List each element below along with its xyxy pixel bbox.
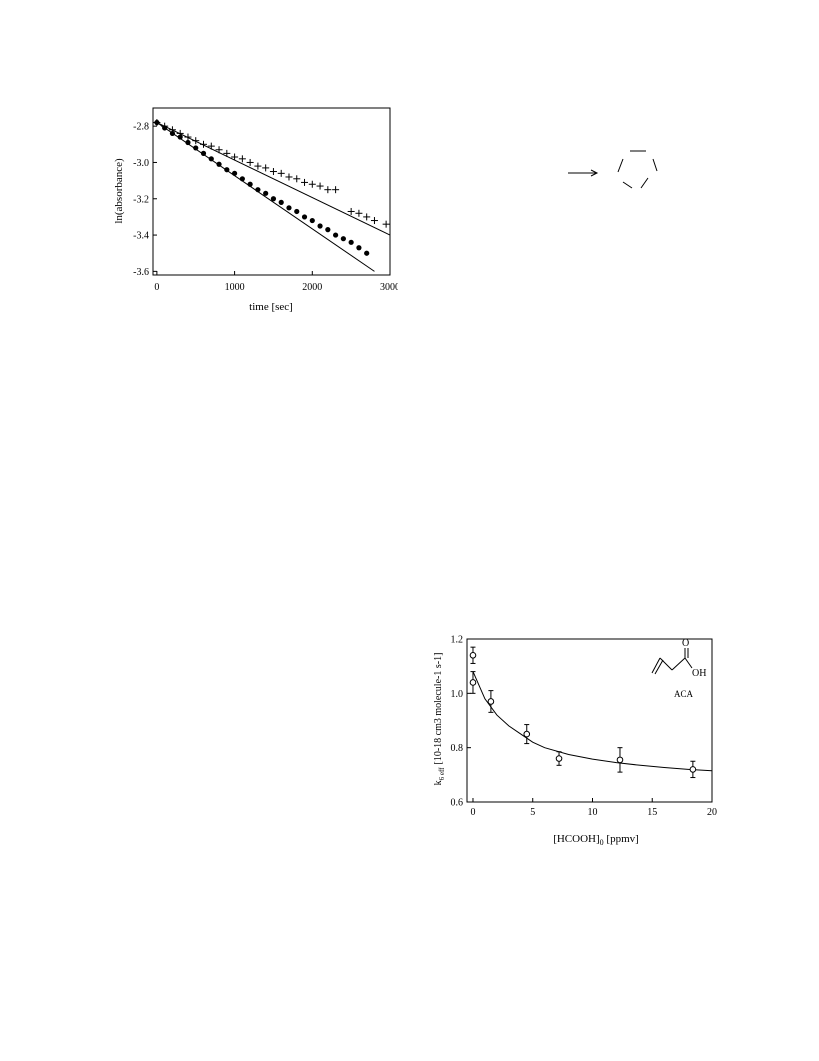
y-tick-label: 0.8 xyxy=(450,743,463,755)
hydroxyl-label: OH xyxy=(692,668,707,679)
data-points xyxy=(470,647,696,777)
error-bar-point xyxy=(524,725,530,744)
filled-point xyxy=(341,236,346,241)
fit-line-1 xyxy=(157,123,390,236)
ring-bond-right xyxy=(653,159,657,171)
filled-point xyxy=(349,240,354,245)
filled-point xyxy=(185,140,190,145)
plus-point xyxy=(332,186,339,193)
plus-point xyxy=(324,186,331,193)
plus-point xyxy=(184,134,191,141)
filled-point xyxy=(170,131,175,136)
x-ticks xyxy=(154,271,398,293)
compound-label: ACA xyxy=(674,689,694,699)
error-bar-point xyxy=(617,748,623,772)
plus-point xyxy=(239,155,246,162)
fit-curve xyxy=(473,672,712,771)
plus-point xyxy=(223,150,230,157)
filled-point xyxy=(162,125,167,130)
error-bar-point xyxy=(690,761,696,777)
ring-bond-bottom-left xyxy=(623,182,632,188)
plot-frame xyxy=(153,108,390,275)
y-ticks xyxy=(451,635,472,809)
y-axis-label: ln(absorbance) xyxy=(113,158,125,224)
filled-point xyxy=(209,156,214,161)
plus-point xyxy=(317,183,324,190)
x-tick-label: 0 xyxy=(470,807,476,818)
hydroxyl-bond xyxy=(685,658,692,668)
y-axis-label: $k_{6 eff}[10-18$ cm3 molecule-1 s-1] xyxy=(433,652,446,786)
filled-point xyxy=(263,191,268,196)
y-tick-label: -2.8 xyxy=(133,121,149,133)
ring-bond-bottom-right xyxy=(641,178,648,188)
plus-point xyxy=(293,175,300,182)
x-axis-label: $[HCOOH]_0$ [ppmv] xyxy=(553,833,639,845)
x-axis-label: time [sec] xyxy=(249,301,293,313)
y-tick-label: 1.2 xyxy=(450,634,463,646)
plus-point xyxy=(278,170,285,177)
filled-point xyxy=(356,245,361,250)
x-ticks xyxy=(470,798,717,818)
single-bond xyxy=(660,658,672,670)
plus-point xyxy=(262,164,269,171)
x-tick-label: 10 xyxy=(587,807,598,818)
filled-point xyxy=(279,200,284,205)
plus-point xyxy=(192,137,199,144)
reaction-fragment-svg xyxy=(560,140,670,200)
filled-point xyxy=(325,227,330,232)
filled-point xyxy=(271,196,276,201)
filled-point xyxy=(255,187,260,192)
y-tick-label: -3.0 xyxy=(133,157,149,169)
plus-point xyxy=(231,154,238,161)
plus-point xyxy=(363,213,370,220)
plus-point xyxy=(270,168,277,175)
error-bar-point xyxy=(470,647,476,663)
filled-point xyxy=(201,151,206,156)
x-tick-label: 2000 xyxy=(302,282,323,293)
y-tick-label: -3.6 xyxy=(133,266,149,278)
filled-point xyxy=(286,205,291,210)
y-tick-label: -3.4 xyxy=(133,230,149,242)
x-tick-label: 15 xyxy=(647,807,658,818)
y-tick-label: -3.2 xyxy=(133,194,149,206)
x-tick-label: 0 xyxy=(154,282,160,293)
filled-point xyxy=(333,232,338,237)
x-tick-label: 1000 xyxy=(224,282,245,293)
plot-frame xyxy=(467,639,712,802)
plus-point xyxy=(285,173,292,180)
absorbance-decay-chart xyxy=(108,100,398,315)
carbonyl-carbon-bond xyxy=(672,658,685,670)
filled-point xyxy=(302,214,307,219)
filled-point xyxy=(216,162,221,167)
absorbance-decay-svg xyxy=(108,100,398,315)
data-points xyxy=(153,119,389,256)
plus-point xyxy=(247,159,254,166)
ring-bond-left xyxy=(618,159,623,172)
filled-point xyxy=(232,171,237,176)
filled-point xyxy=(154,120,159,125)
y-tick-label: 0.6 xyxy=(450,797,463,809)
vinyl-bond-2 xyxy=(655,660,663,674)
filled-point xyxy=(224,167,229,172)
filled-point xyxy=(294,209,299,214)
rate-coefficient-svg xyxy=(430,630,720,845)
x-tick-label: 5 xyxy=(530,807,536,818)
carbonyl-o-label: O xyxy=(682,638,690,649)
filled-point xyxy=(317,223,322,228)
fit-line-2 xyxy=(157,123,375,272)
reaction-fragment xyxy=(560,140,670,200)
plus-point xyxy=(309,181,316,188)
plus-point xyxy=(348,208,355,215)
error-bar-point xyxy=(556,752,562,766)
filled-point xyxy=(193,145,198,150)
plus-point xyxy=(254,163,261,170)
plus-point xyxy=(371,217,378,224)
filled-point xyxy=(178,134,183,139)
y-tick-label: 1.0 xyxy=(450,688,463,700)
rate-coefficient-chart xyxy=(430,630,720,845)
plus-point xyxy=(383,221,390,228)
filled-point xyxy=(364,251,369,256)
plus-point xyxy=(216,146,223,153)
plus-point xyxy=(208,143,215,150)
filled-point xyxy=(310,218,315,223)
acrylic-acid-structure xyxy=(652,638,706,699)
x-tick-label: 3000 xyxy=(380,282,398,293)
plus-point xyxy=(355,210,362,217)
plus-point xyxy=(301,179,308,186)
vinyl-bond-1 xyxy=(652,658,660,673)
filled-point xyxy=(240,176,245,181)
x-tick-label: 20 xyxy=(707,807,717,818)
filled-point xyxy=(248,182,253,187)
